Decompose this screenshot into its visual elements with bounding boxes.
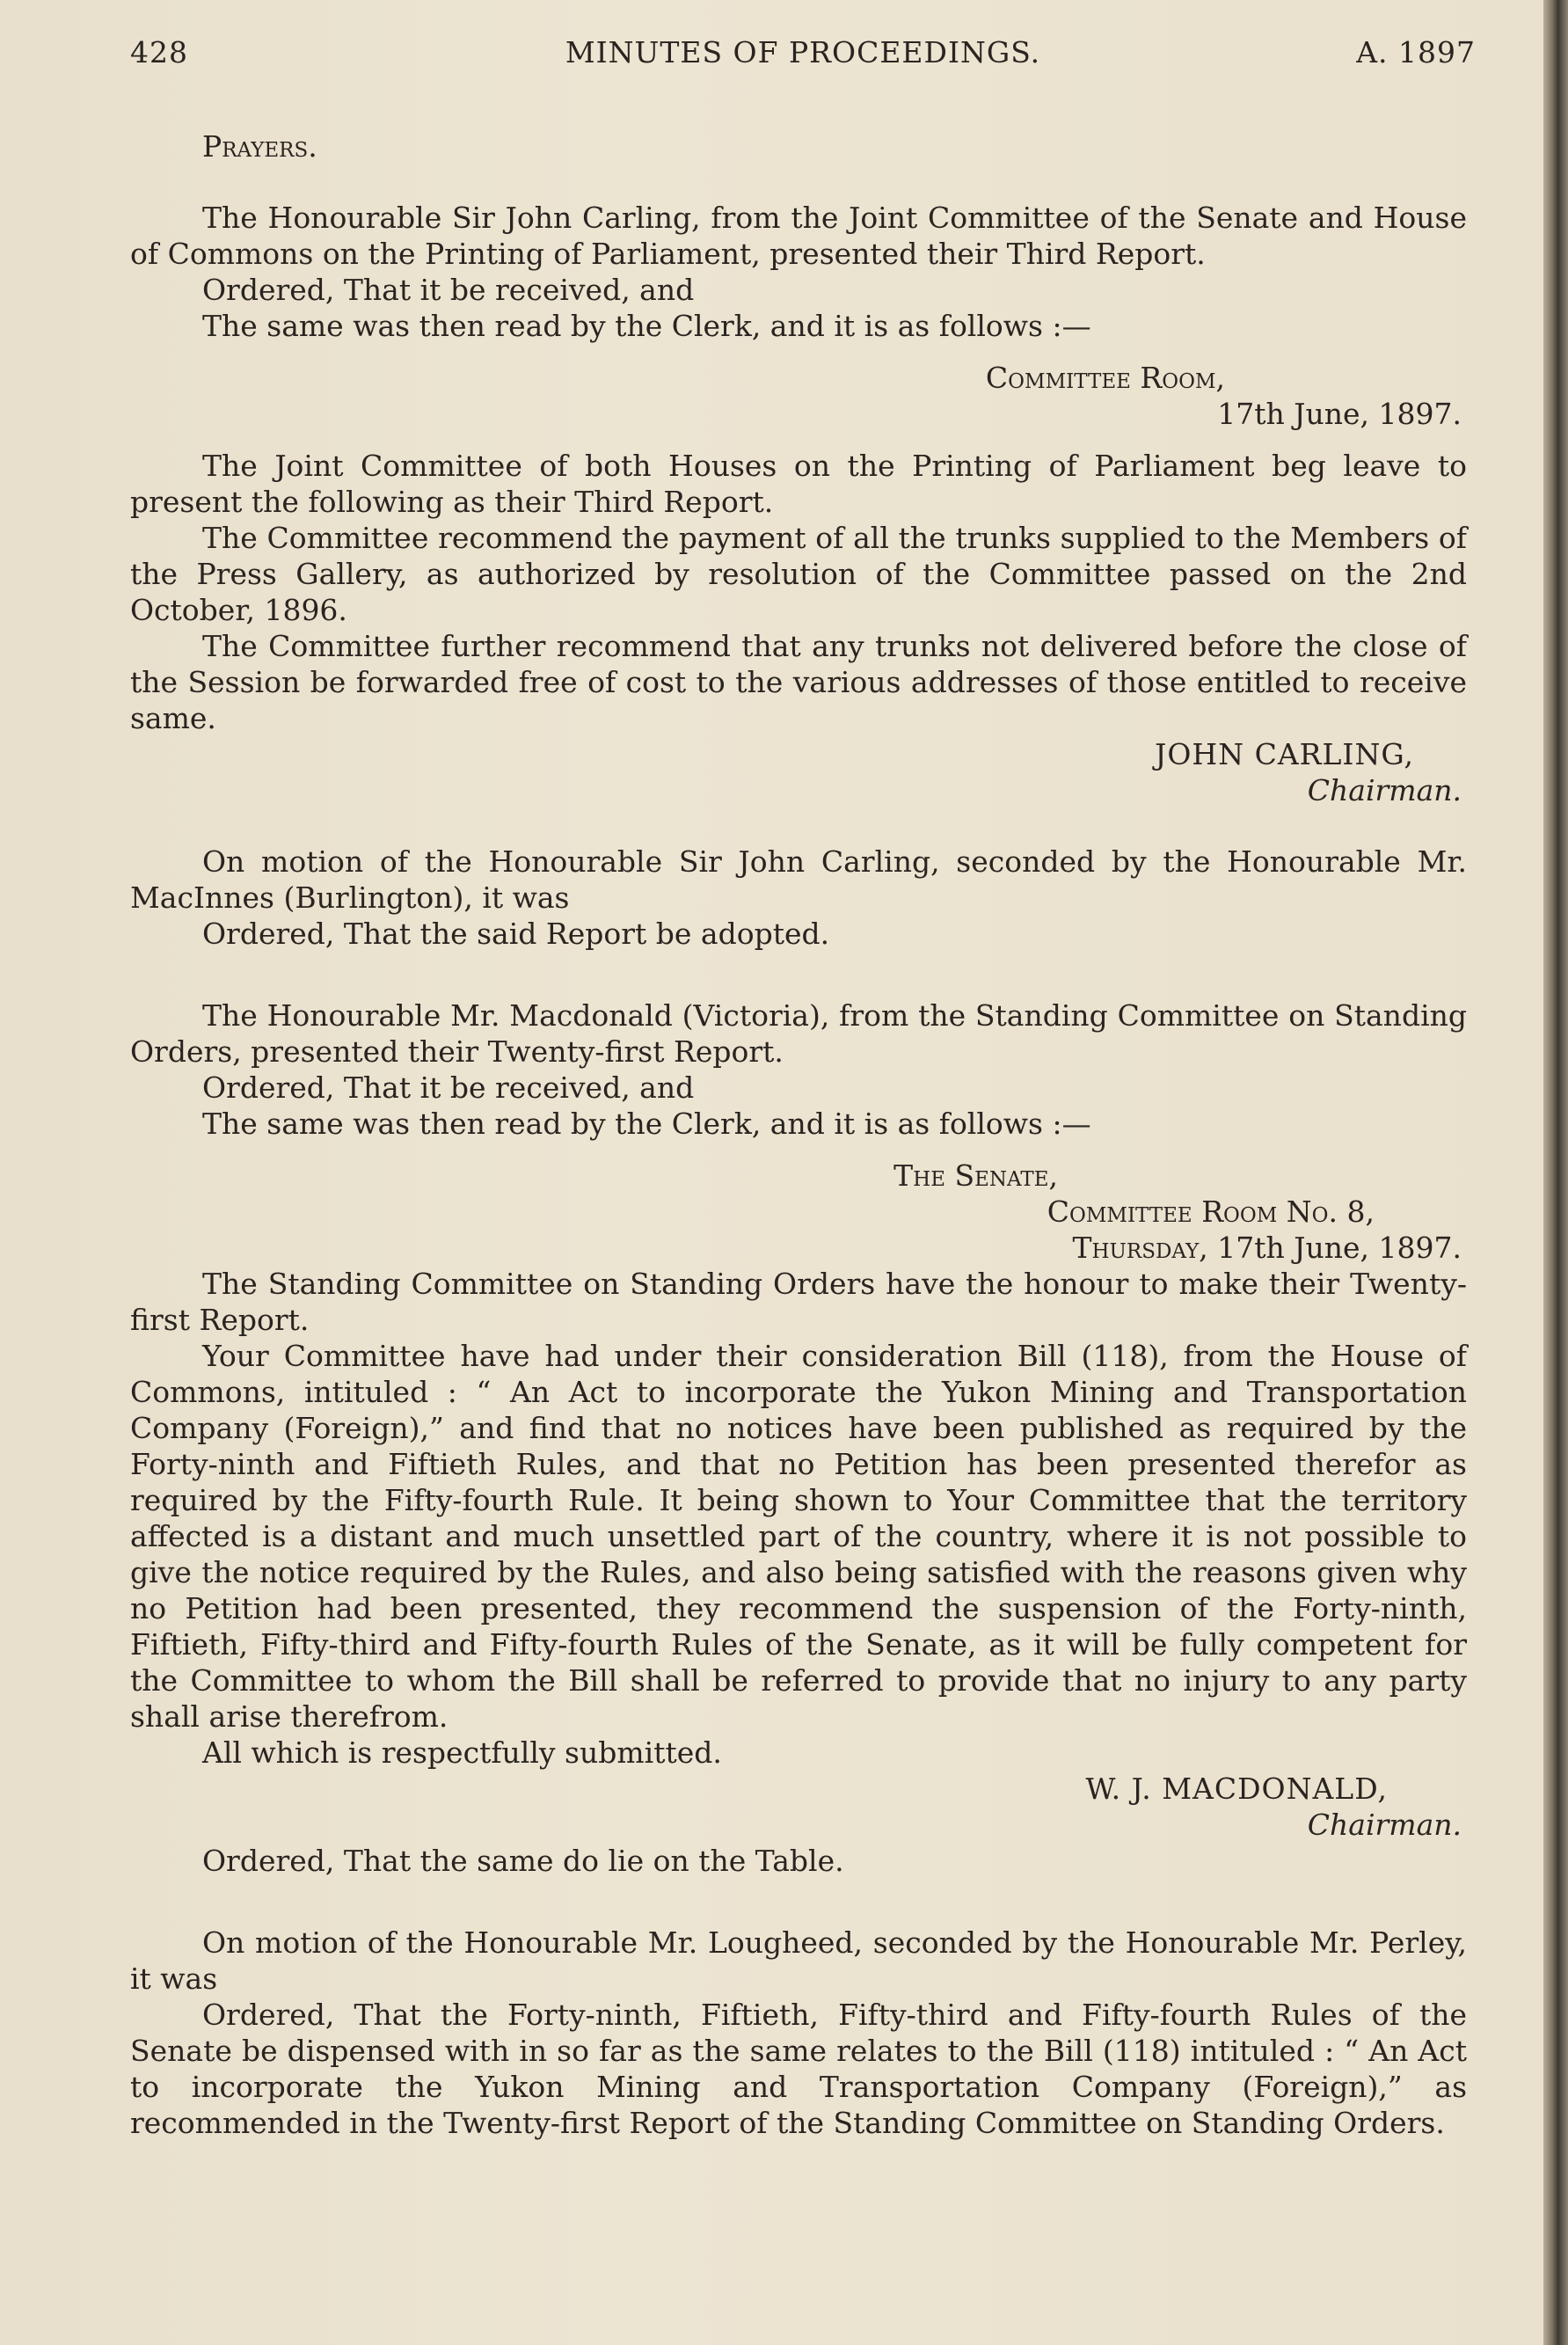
paragraph: Ordered, That the same do lie on the Table. [202, 1844, 844, 1878]
report-date-line [130, 1230, 1467, 1266]
page-body [130, 128, 1467, 2141]
paragraph: On motion of the Honourable Sir John Carling, seconded by the Honourable Mr. MacInnes (Burlington), it was [130, 844, 1467, 915]
paragraph: The Committee further recommend that any trunks not delivered before the close of the Session be forwarded free of cost to the various addresses of those entitled to receive same. [130, 629, 1467, 735]
report-place: Committee Room No. 8, [1047, 1194, 1375, 1229]
paragraph: All which is respectfully submitted. [202, 1735, 722, 1770]
paragraph: The Standing Committee on Standing Orders have the honour to make their Twenty-first Report. [130, 1267, 1467, 1337]
paragraph: Ordered, That the Forty-ninth, Fiftieth, Fifty-third and Fifty-fourth Rules of the Senate be dispensed with in so far as the same relates to the Bill (118) intituled : “ An Act to incorporate the Yukon Mining and Transportation Company (Foreign),” as recommended in the Twenty-first Report of the Standing Committee on Standing Orders. [130, 1998, 1467, 2140]
paragraph: The same was then read by the Clerk, and it is as follows :— [202, 309, 1091, 343]
report-date: 17th June, 1897. [1217, 397, 1462, 431]
report-place: The Senate, [893, 1158, 1058, 1193]
page-number: 428 [130, 35, 188, 69]
paragraph: The Joint Committee of both Houses on the Printing of Parliament beg leave to present the following as their Third Report. [130, 449, 1467, 519]
paragraph: Ordered, That it be received, and [202, 273, 695, 307]
paragraph: Your Committee have had under their consideration Bill (118), from the House of Commons, intituled : “ An Act to incorporate the Yukon Mining and Transportation Company (Foreign),” and find that no notices have been published as required by the Forty-ninth and Fiftieth Rules, and that no Petition has been presented therefor as required by the Fifty-fourth Rule. It being shown to Your Committee that the territory affected is a distant and much unsettled part of the country, where it is not possible to give the notice required by the Rules, and also being satisfied with the reasons given why no Petition had been presented, they recommend the suspension of the Forty-ninth, Fiftieth, Fifty-third and Fifty-fourth Rules of the Senate, as it will be fully competent for the Committee to whom the Bill shall be referred to provide that no injury to any party shall arise therefrom. [130, 1339, 1467, 1734]
paragraph: Ordered, That the said Report be adopted. [202, 917, 830, 951]
report-day: Thursday, [1072, 1231, 1208, 1265]
page-header [130, 35, 1476, 79]
paragraph: The Honourable Sir John Carling, from the Joint Committee of the Senate and House of Commons on the Printing of Parliament, presented their Third Report. [130, 201, 1467, 271]
signature: W. J. MACDONALD, [1085, 1772, 1388, 1806]
paragraph: Ordered, That it be received, and [202, 1070, 695, 1105]
report-date: 17th June, 1897. [1217, 1231, 1462, 1265]
signature-title: Chairman. [1307, 1808, 1462, 1842]
prayers-heading: Prayers. [202, 129, 317, 164]
running-title: MINUTES OF PROCEEDINGS. [565, 35, 1041, 69]
signature-title: Chairman. [1307, 773, 1462, 807]
signature: JOHN CARLING, [1155, 737, 1414, 771]
paragraph: The Honourable Mr. Macdonald (Victoria), from the Standing Committee on Standing Orders, presented their Twenty-first Report. [130, 998, 1467, 1069]
paragraph: On motion of the Honourable Mr. Lougheed, seconded by the Honourable Mr. Perley, it was [130, 1925, 1467, 1996]
report-place: Committee Room, [985, 361, 1225, 395]
book-spine-edge [1543, 0, 1568, 2345]
paragraph: The same was then read by the Clerk, and it is as follows :— [202, 1107, 1091, 1141]
header-year: A. 1897 [1356, 35, 1476, 69]
paragraph: The Committee recommend the payment of all the trunks supplied to the Members of the Press Gallery, as authorized by resolution of the Committee passed on the 2nd October, 1896. [130, 521, 1467, 627]
